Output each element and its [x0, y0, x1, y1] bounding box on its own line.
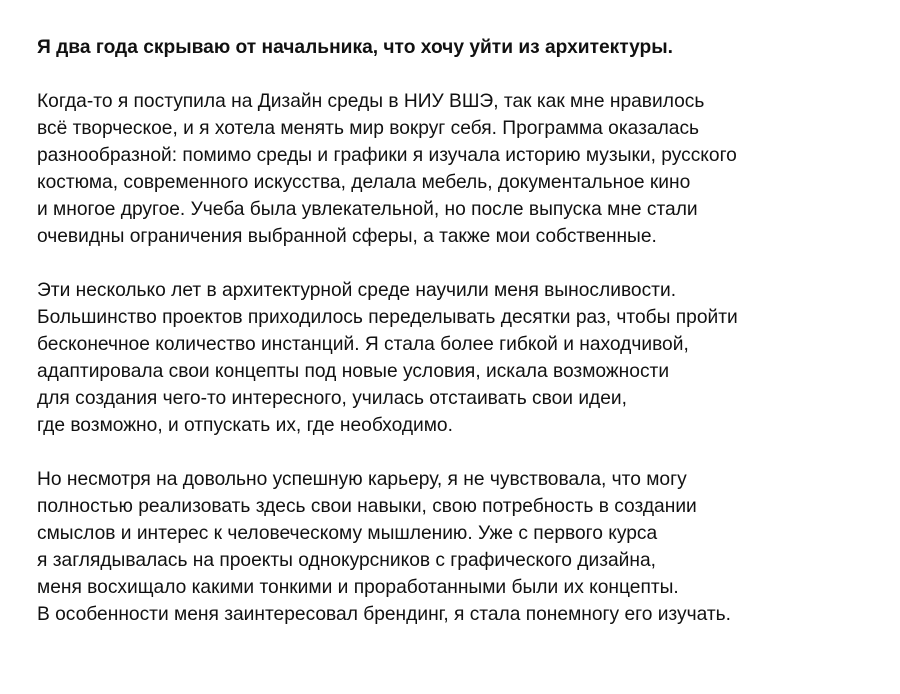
paragraph-line: я заглядывалась на проекты однокурсников с графического дизайна,: [37, 550, 656, 571]
paragraph-line: Когда-то я поступила на Дизайн среды в НИУ ВШЭ, так как мне нравилось: [37, 91, 705, 112]
paragraph-line: бесконечное количество инстанций. Я стала более гибкой и находчивой,: [37, 334, 689, 355]
paragraph-line: разнообразной: помимо среды и графики я изучала историю музыки, русского: [37, 145, 737, 166]
paragraph-line: где возможно, и отпускать их, где необходимо.: [37, 415, 453, 436]
paragraph-line: для создания чего-то интересного, училась отстаивать свои идеи,: [37, 388, 627, 409]
article: [37, 34, 887, 628]
paragraph-line: Большинство проектов приходилось переделывать десятки раз, чтобы пройти: [37, 307, 738, 328]
paragraph-line: меня восхищало какими тонкими и проработанными были их концепты.: [37, 577, 679, 598]
paragraph-line: смыслов и интерес к человеческому мышлению. Уже с первого курса: [37, 523, 658, 544]
paragraph-line: В особенности меня заинтересовал брендинг, я стала понемногу его изучать.: [37, 604, 731, 625]
paragraph-line: Но несмотря на довольно успешную карьеру, я не чувствовала, что могу: [37, 469, 687, 490]
paragraph-line: костюма, современного искусства, делала мебель, документальное кино: [37, 172, 691, 193]
article-title: Я два года скрываю от начальника, что хочу уйти из архитектуры.: [37, 37, 673, 58]
paragraph-3: [37, 466, 887, 628]
paragraph-line: и многое другое. Учеба была увлекательной, но после выпуска мне стали: [37, 199, 698, 220]
paragraph-line: очевидны ограничения выбранной сферы, а также мои собственные.: [37, 226, 657, 247]
paragraph-1: [37, 88, 887, 250]
paragraph-line: Эти несколько лет в архитектурной среде научили меня выносливости.: [37, 280, 677, 301]
paragraph-line: полностью реализовать здесь свои навыки, свою потребность в создании: [37, 496, 697, 517]
paragraph-line: адаптировала свои концепты под новые условия, искала возможности: [37, 361, 670, 382]
paragraph-line: всё творческое, и я хотела менять мир вокруг себя. Программа оказалась: [37, 118, 700, 139]
paragraph-2: [37, 277, 887, 439]
